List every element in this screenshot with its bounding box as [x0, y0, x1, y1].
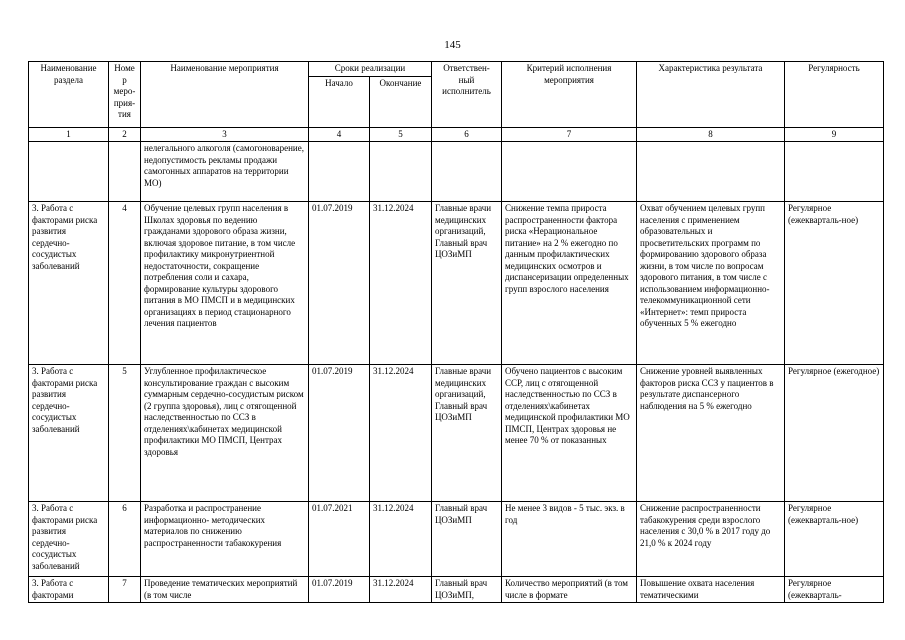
header-responsible: Ответствен- ный исполнитель [432, 62, 502, 128]
column-number-row [29, 127, 884, 142]
cell-section: 3. Работа с факторами [29, 577, 109, 603]
cell-number: 7 [109, 577, 141, 603]
cell-regularity: Регулярное (ежегодное) [785, 365, 884, 502]
cell-start [309, 142, 370, 202]
cell-criterion: Количество мероприятий (в том числе в формате [502, 577, 637, 603]
cell-responsible [432, 142, 502, 202]
table-row [29, 502, 884, 577]
header-result: Характеристика результата [637, 62, 785, 128]
cell-start: 01.07.2019 [309, 577, 370, 603]
cell-regularity: Регулярное (ежекварталь-ное) [785, 502, 884, 577]
header-criterion: Критерий исполнения мероприятия [502, 62, 637, 128]
cell-number: 6 [109, 502, 141, 577]
cell-section [29, 142, 109, 202]
column-number: 9 [785, 127, 884, 142]
table-row [29, 202, 884, 365]
header-event: Наименование мероприятия [141, 62, 309, 128]
cell-criterion: Не менее 3 видов - 5 тыс. экз. в год [502, 502, 637, 577]
column-number: 8 [637, 127, 785, 142]
cell-section: 3. Работа с факторами риска развития сердечно-сосудистых заболеваний [29, 365, 109, 502]
cell-result: Охват обучением целевых групп населения с применением образовательных и просветительских программ по формированию здорового образа жизни, в том числе по вопросам здорового питания, в том числе с использованием информационно-телекоммуникационной сети «Интернет»: темп прироста обученных 5 % ежегодно [637, 202, 785, 365]
table-row [29, 365, 884, 502]
cell-section: 3. Работа с факторами риска развития сердечно-сосудистых заболеваний [29, 502, 109, 577]
cell-number: 5 [109, 365, 141, 502]
cell-result: Снижение уровней выявленных факторов риска ССЗ у пациентов в результате диспансерного наблюдения на 5 % ежегодно [637, 365, 785, 502]
column-number: 5 [370, 127, 432, 142]
cell-event: Углубленное профилактическое консультирование граждан с высоким суммарным сердечно-сосудистым риском (2 группа здоровья), лиц с отягощенной наследственностью по ССЗ в отделениях\кабинетах медицинской профилактики МО ПМСП, Центрах здоровья [141, 365, 309, 502]
cell-result [637, 142, 785, 202]
cell-start: 01.07.2019 [309, 365, 370, 502]
table-row [29, 142, 884, 202]
cell-criterion: Снижение темпа прироста распространенности фактора риска «Нерациональное питание» на 2 % ежегодно по данным профилактических медицинских осмотров и диспансеризации определенных групп взрослого населения [502, 202, 637, 365]
cell-result: Снижение распространенности табакокурения среди взрослого населения с 30,0 % в 2017 году до 21,0 % к 2024 году [637, 502, 785, 577]
cell-event: нелегального алкоголя (самогоноварение, недопустимость рекламы продажи самогонных аппаратов на территории МО) [141, 142, 309, 202]
cell-end: 31.12.2024 [370, 202, 432, 365]
cell-start: 01.07.2021 [309, 502, 370, 577]
header-regularity: Регулярность [785, 62, 884, 128]
cell-end [370, 142, 432, 202]
cell-responsible: Главный врач ЦОЗиМП, [432, 577, 502, 603]
column-number: 2 [109, 127, 141, 142]
column-number: 4 [309, 127, 370, 142]
cell-number: 4 [109, 202, 141, 365]
cell-event: Разработка и распространение информационно- методических материалов по снижению распространенности табакокурения [141, 502, 309, 577]
cell-result: Повышение охвата населения тематическими [637, 577, 785, 603]
cell-responsible: Главные врачи медицинских организаций, Главный врач ЦОЗиМП [432, 202, 502, 365]
table-row [29, 577, 884, 603]
cell-event: Обучение целевых групп населения в Школах здоровья по ведению гражданами здорового образа жизни, включая здоровое питание, в том числе профилактику микронутриентной недостаточности, сокращение потребления соли и сахара, формирование культуры здорового питания в МО ПМСП и в медицинских организациях в период стационарного лечения пациентов [141, 202, 309, 365]
header-start: Начало [309, 76, 370, 127]
cell-regularity [785, 142, 884, 202]
column-number: 7 [502, 127, 637, 142]
cell-responsible: Главные врачи медицинских организаций, Главный врач ЦОЗиМП [432, 365, 502, 502]
activity-plan-table [28, 61, 884, 603]
cell-number [109, 142, 141, 202]
cell-responsible: Главный врач ЦОЗиМП [432, 502, 502, 577]
column-number: 3 [141, 127, 309, 142]
cell-end: 31.12.2024 [370, 502, 432, 577]
cell-event: Проведение тематических мероприятий (в том числе [141, 577, 309, 603]
cell-end: 31.12.2024 [370, 365, 432, 502]
cell-criterion [502, 142, 637, 202]
cell-end: 31.12.2024 [370, 577, 432, 603]
column-number: 1 [29, 127, 109, 142]
header-end: Окончание [370, 76, 432, 127]
cell-criterion: Обучено пациентов с высоким ССР, лиц с отягощенной наследственностью по ССЗ в отделениях\кабинетах медицинской профилактики МО ПМСП, Центрах здоровья не менее 70 % от показанных [502, 365, 637, 502]
header-number: Номер меро- прия- тия [109, 62, 141, 128]
cell-section: 3. Работа с факторами риска развития сердечно-сосудистых заболеваний [29, 202, 109, 365]
cell-start: 01.07.2019 [309, 202, 370, 365]
header-section: Наименование раздела [29, 62, 109, 128]
page-number: 145 [444, 39, 461, 51]
column-number: 6 [432, 127, 502, 142]
cell-regularity: Регулярное (ежекварталь-ное) [785, 202, 884, 365]
header-period: Сроки реализации [309, 62, 432, 77]
cell-regularity: Регулярное (ежекварталь- [785, 577, 884, 603]
